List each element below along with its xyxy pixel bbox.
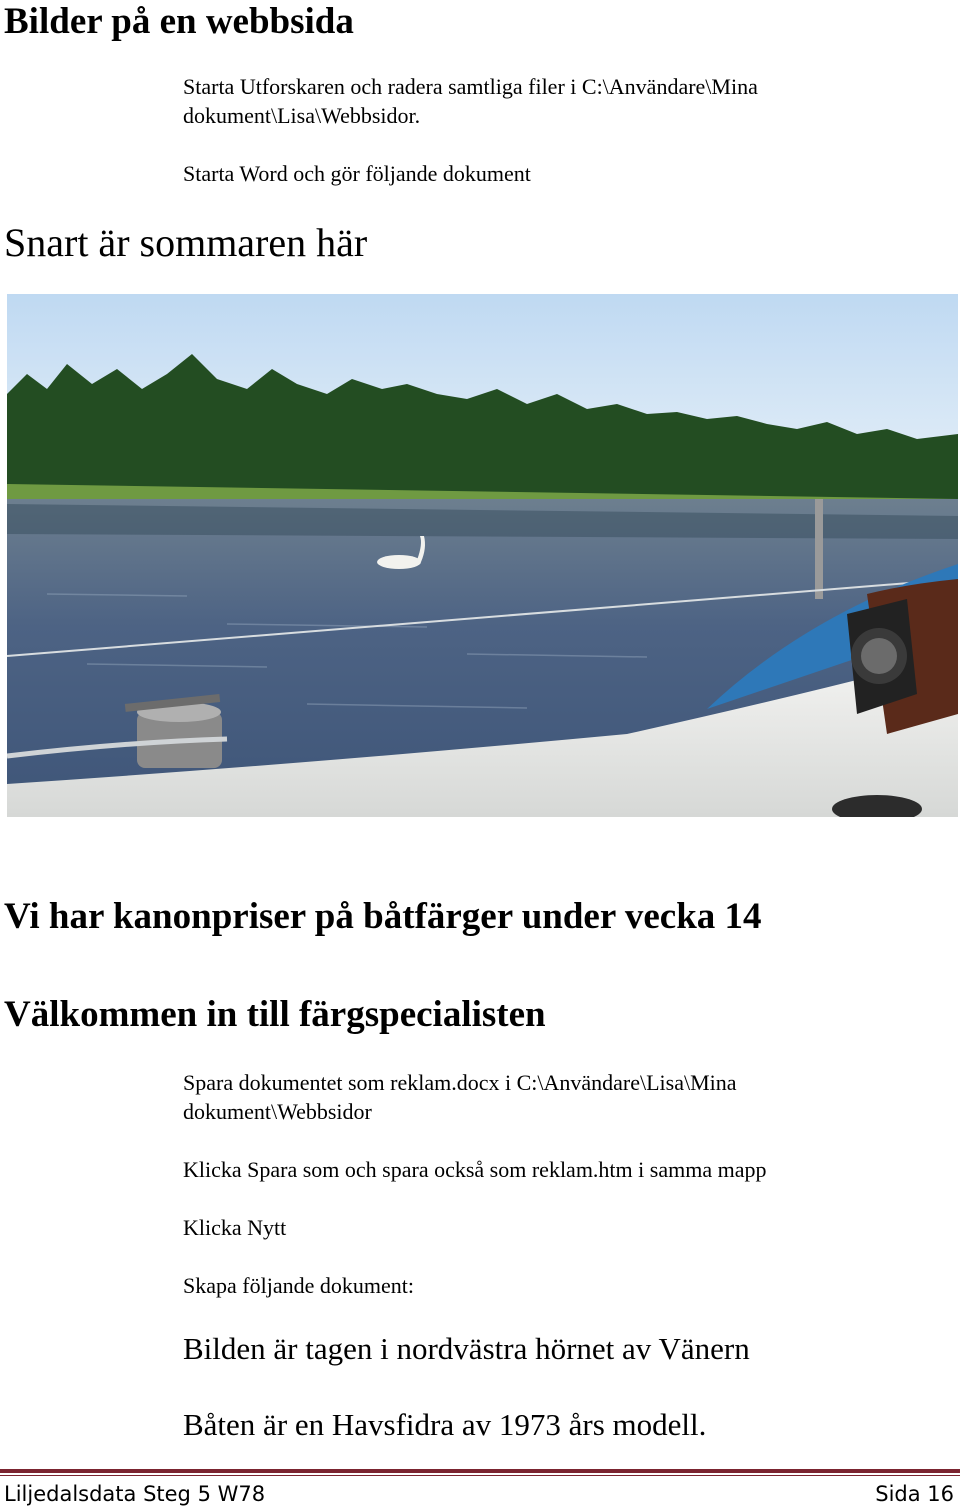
document-heading: Snart är sommaren här xyxy=(4,220,368,265)
instruction-new: Klicka Nytt xyxy=(183,1215,287,1240)
caption-location: Bilden är tagen i nordvästra hörnet av Vänern xyxy=(183,1331,750,1366)
instruction-delete-files: Starta Utforskaren och radera samtliga filer i C:\Användare\Mina dokument\Lisa\Webbsidor. xyxy=(183,74,758,128)
lake-boat-photo xyxy=(7,294,958,817)
page-title: Bilder på en webbsida xyxy=(4,1,354,42)
promo-heading: Vi har kanonpriser på båtfärger under vecka 14 xyxy=(4,896,762,937)
footer-rule-thin xyxy=(0,1475,960,1476)
instruction-create-doc: Skapa följande dokument: xyxy=(183,1273,414,1298)
footer-page-number: Sida 16 xyxy=(875,1482,954,1506)
instruction-save-htm: Klicka Spara som och spara också som reklam.htm i samma mapp xyxy=(183,1157,767,1182)
welcome-heading: Välkommen in till färgspecialisten xyxy=(4,994,546,1035)
instruction-save-docx: Spara dokumentet som reklam.docx i C:\Användare\Lisa\Mina dokument\Webbsidor xyxy=(183,1070,737,1124)
instruction-start-word: Starta Word och gör följande dokument xyxy=(183,161,531,186)
caption-boat-model: Båten är en Havsfidra av 1973 års modell. xyxy=(183,1407,707,1442)
footer-rule xyxy=(0,1469,960,1473)
footer-left: Liljedalsdata Steg 5 W78 xyxy=(4,1482,266,1506)
